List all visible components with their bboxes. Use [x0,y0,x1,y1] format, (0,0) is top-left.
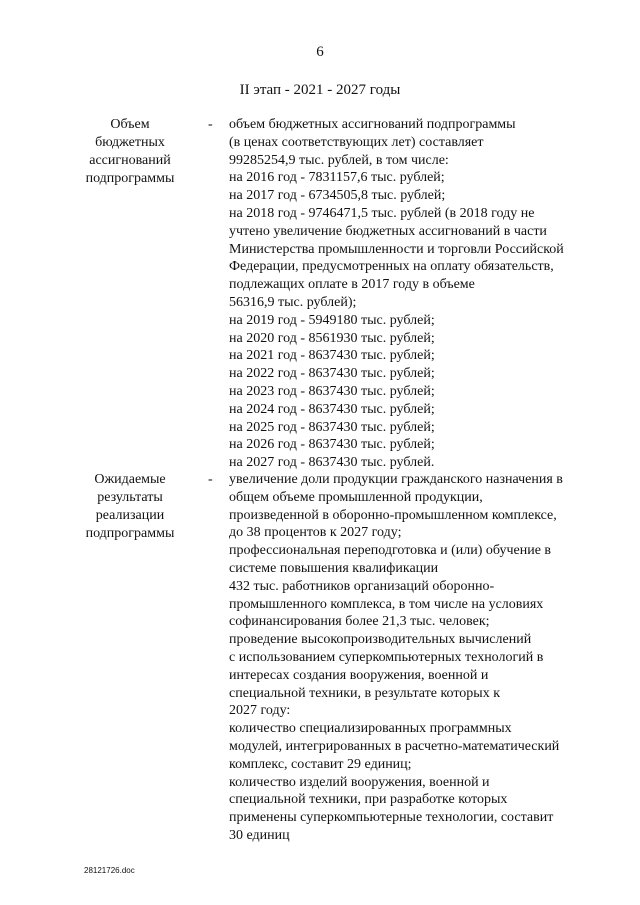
text-line: модулей, интегрированных в расчетно-математический [229,738,560,754]
text-line: специальной техники, в результате которых к [229,685,500,701]
results-label [70,471,190,543]
text-line: Федерации, предусмотренных на оплату обязательств, [229,259,554,275]
text-line: увеличение доли продукции гражданского назначения в [229,472,563,487]
text-line: профессиональная переподготовка и (или) обучение в [229,543,552,559]
text-line: на 2018 год - 9746471,5 тыс. рублей (в 2018 году не [229,205,535,221]
text-line: на 2022 год - 8637430 тыс. рублей; [229,366,435,382]
text-line: промышленного комплекса, в том числе на условиях [229,596,544,612]
label-line: ассигнований [89,153,171,168]
text-line: на 2024 год - 8637430 тыс. рублей; [229,401,435,417]
text-line: софинансирования более 21,3 тыс. человек; [229,614,490,630]
label-line: результаты [97,490,163,505]
text-line: на 2027 год - 8637430 тыс. рублей. [229,455,435,471]
text-line: учтено увеличение бюджетных ассигнований в части [229,223,547,239]
budget-label [70,116,190,188]
budget-content [229,116,599,472]
text-line: на 2019 год - 5949180 тыс. рублей; [229,312,435,328]
text-line: на 2025 год - 8637430 тыс. рублей; [229,419,435,435]
text-line: общем объеме промышленной продукции, [229,489,483,505]
label-line: реализации [95,508,165,523]
text-line: на 2026 год - 8637430 тыс. рублей; [229,437,435,453]
text-line: интересах создания вооружения, военной и [229,667,489,683]
text-line: количество специализированных программных [229,721,512,737]
text-line: подлежащих оплате в 2017 году в объеме [229,277,475,293]
results-content [229,471,599,845]
text-line: количество изделий вооружения, военной и [229,774,490,790]
text-line: на 2021 год - 8637430 тыс. рублей; [229,348,435,364]
text-line: комплекс, составит 29 единиц; [229,756,412,772]
text-line: 99285254,9 тыс. рублей, в том числе: [229,152,449,168]
text-line: на 2023 год - 8637430 тыс. рублей; [229,383,435,399]
text-line: применены суперкомпьютерные технологии, составит [229,810,554,826]
text-line: системе повышения квалификации [229,560,439,576]
text-line: на 2020 год - 8561930 тыс. рублей; [229,330,435,346]
text-line: произведенной в оборонно-промышленном комплексе, [229,507,557,523]
text-line: 30 единиц [229,827,290,843]
text-line: объем бюджетных ассигнований подпрограммы [229,117,516,132]
text-line: с использованием суперкомпьютерных технологий в [229,649,544,665]
label-line: бюджетных [95,135,165,150]
text-line: Министерства промышленности и торговли Российской [229,241,564,257]
text-line: 56316,9 тыс. рублей); [229,294,357,310]
text-line: до 38 процентов к 2027 году; [229,525,402,541]
text-line: на 2016 год - 7831157,6 тыс. рублей; [229,170,445,186]
page-number: 6 [316,44,324,60]
file-name-footer: 28121726.doc [84,866,135,875]
text-line: специальной техники, при разработке которых [229,792,508,808]
text-line: 432 тыс. работников организаций оборонно- [229,578,495,594]
dash-separator: - [208,472,213,487]
dash-separator: - [208,117,213,132]
stage-title: II этап - 2021 - 2027 годы [239,82,401,98]
text-line: на 2017 год - 6734505,8 тыс. рублей; [229,188,446,204]
label-line: подпрограммы [85,171,175,186]
text-line: (в ценах соответствующих лет) составляет [229,134,484,150]
label-line: подпрограммы [85,526,175,541]
text-line: проведение высокопроизводительных вычислений [229,632,532,648]
label-line: Объем [110,117,150,132]
label-line: Ожидаемые [94,472,166,487]
text-line: 2027 году: [229,703,291,719]
